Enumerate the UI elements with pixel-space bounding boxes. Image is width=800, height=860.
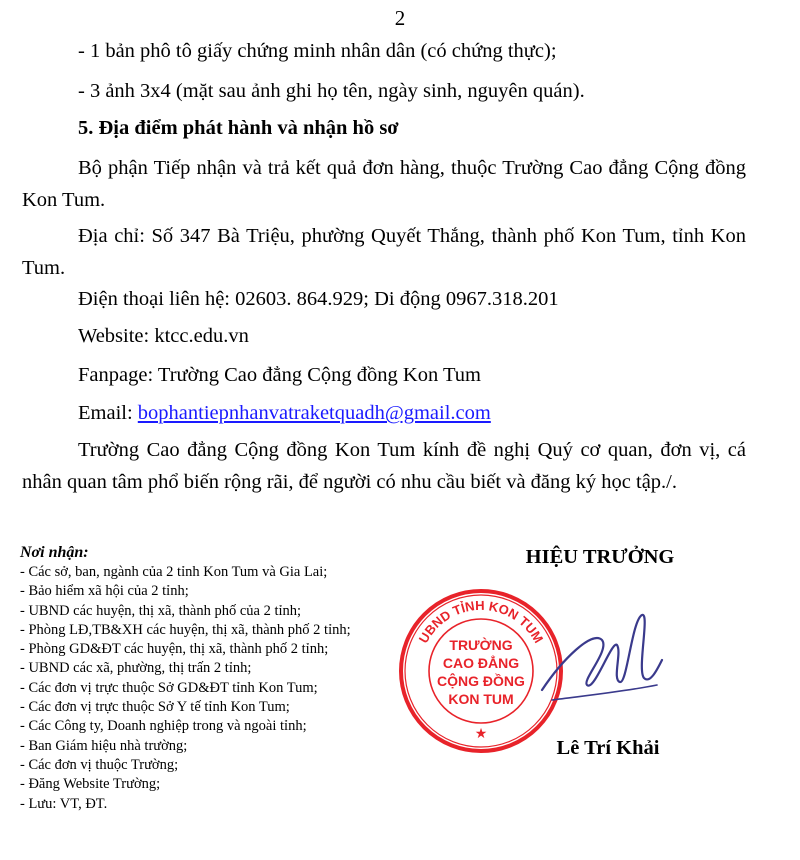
email-link[interactable]: bophantiepnhanvatraketquadh@gmail.com [137,402,491,424]
recipient-item: - UBND các xã, phường, thị trấn 2 tỉnh; [20,660,252,677]
stamp-star-icon: ★ [474,727,488,742]
signer-title: HIỆU TRƯỞNG [525,546,675,568]
section-heading: 5. Địa điểm phát hành và nhận hồ sơ [78,117,399,139]
recipients-title: Nơi nhận: [20,544,89,561]
stamp-inner-ring [429,619,533,723]
recipient-item: - Lưu: VT, ĐT. [20,795,108,812]
recipient-item: - UBND các huyện, thị xã, thành phố của 2 tỉnh; [20,602,302,619]
recipient-item: - Các đơn vị trực thuộc Sở GD&ĐT tỉnh Kon Tum; [20,679,318,696]
stamp-outer-text: UBND TỈNH KON TUM [415,597,547,646]
page-number: 2 [394,6,406,30]
recipients-block [20,543,440,814]
phone-line: Điện thoại liên hệ: 02603. 864.929; Di động 0967.318.201 [78,288,559,310]
email-line [78,402,491,425]
website-line: Website: ktcc.edu.vn [78,325,249,347]
document-item-photos: - 3 ảnh 3x4 (mặt sau ảnh ghi họ tên, ngày sinh, nguyên quán). [78,80,585,102]
office-paragraph: Bộ phận Tiếp nhận và trả kết quả đơn hàng, thuộc Trường Cao đẳng Cộng đồng Kon Tum. [22,157,746,211]
recipient-item: - Phòng LĐ,TB&XH các huyện, thị xã, thành phố 2 tỉnh; [20,621,351,638]
recipient-item: - Ban Giám hiệu nhà trường; [20,737,188,754]
closing-paragraph: Trường Cao đẳng Cộng đồng Kon Tum kính đề nghị Quý cơ quan, đơn vị, cá nhân quan tâm phổ biến rộng rãi, để người có nhu cầu biết và đăng ký học tập./. [22,439,746,493]
recipients-list [20,563,440,814]
email-label: Email: [78,402,138,424]
document-item-id-copy: - 1 bản phô tô giấy chứng minh nhân dân (có chứng thực); [78,40,557,62]
stamp-line-2: CAO ĐẲNG [442,655,520,671]
recipient-item: - Các đơn vị thuộc Trường; [20,756,179,773]
handwritten-signature [532,600,672,720]
recipient-item: - Bảo hiểm xã hội của 2 tỉnh; [20,583,189,600]
address-paragraph: Địa chỉ: Số 347 Bà Triệu, phường Quyết Thắng, thành phố Kon Tum, tỉnh Kon Tum. [22,225,746,279]
stamp-line-1: TRƯỜNG [449,637,513,653]
recipient-item: - Phòng GD&ĐT các huyện, thị xã, thành phố 2 tỉnh; [20,641,329,658]
signature-underline [552,685,657,700]
recipient-item: - Các đơn vị trực thuộc Sở Y tế tỉnh Kon Tum; [20,699,290,716]
recipient-item: - Đăng Website Trường; [20,776,161,793]
signer-name: Lê Trí Khải [556,737,660,759]
stamp-line-3: CỘNG ĐỒNG [437,673,525,689]
recipient-item: - Các sở, ban, ngành của 2 tỉnh Kon Tum và Gia Lai; [20,564,328,580]
signature-stroke [542,615,662,690]
stamp-line-4: KON TUM [448,691,514,707]
recipient-item: - Các Công ty, Doanh nghiệp trong và ngoài tỉnh; [20,718,307,735]
fanpage-line: Fanpage: Trường Cao đẳng Cộng đồng Kon Tum [78,364,481,386]
